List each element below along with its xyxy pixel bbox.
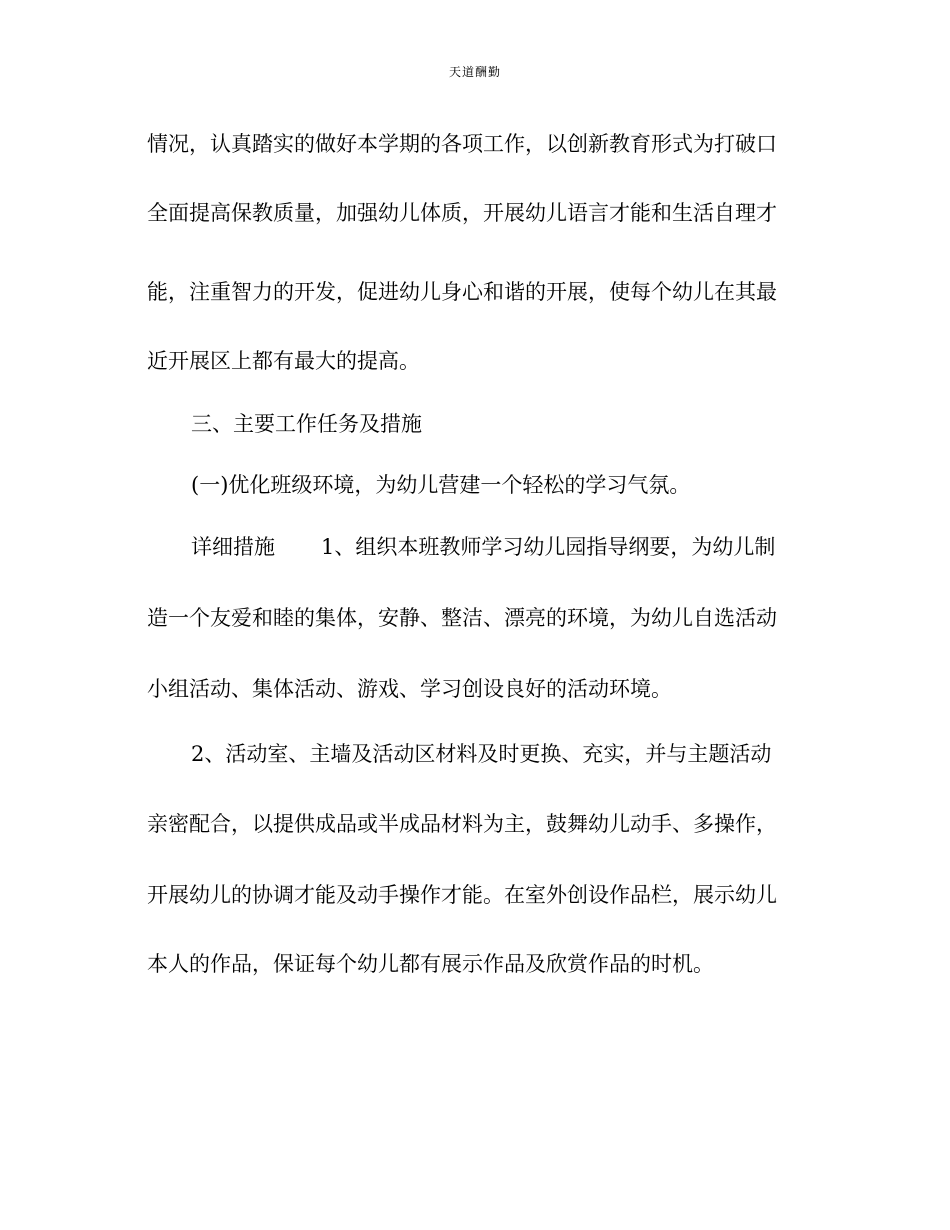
section-heading: 三、主要工作任务及措施 — [191, 412, 422, 436]
paragraph-line: 本人的作品，保证每个幼儿都有展示作品及欣赏作品的时机。 — [147, 952, 714, 976]
subsection-heading: (一)优化班级环境，为幼儿营建一个轻松的学习气氛。 — [191, 473, 691, 497]
measures-text: 1、组织本班教师学习幼儿园指导纲要，为幼儿制 — [321, 535, 776, 559]
measures-line — [191, 533, 871, 561]
paragraph-line: 能，注重智力的开发，促进幼儿身心和谐的开展，使每个幼儿在其最 — [147, 280, 777, 304]
paragraph-line: 开展幼儿的协调才能及动手操作才能。在室外创设作品栏，展示幼儿 — [147, 883, 777, 907]
paragraph-line: 造一个友爱和睦的集体，安静、整洁、漂亮的环境，为幼儿自选活动 — [147, 606, 777, 630]
paragraph-line: 情况，认真踏实的做好本学期的各项工作，以创新教育形式为打破口 — [147, 132, 777, 156]
paragraph-line: 亲密配合，以提供成品或半成品材料为主，鼓舞幼儿动手、多操作， — [147, 812, 777, 836]
measures-label: 详细措施 — [191, 535, 275, 559]
paragraph-line: 全面提高保教质量，加强幼儿体质，开展幼儿语言才能和生活自理才 — [147, 201, 777, 225]
paragraph-line: 小组活动、集体活动、游戏、学习创设良好的活动环境。 — [147, 677, 672, 701]
page-header: 天道酬勤 — [448, 65, 501, 79]
paragraph-line: 2、活动室、主墙及活动区材料及时更换、充实，并与主题活动 — [191, 742, 772, 766]
paragraph-line: 近开展区上都有最大的提高。 — [147, 349, 420, 373]
